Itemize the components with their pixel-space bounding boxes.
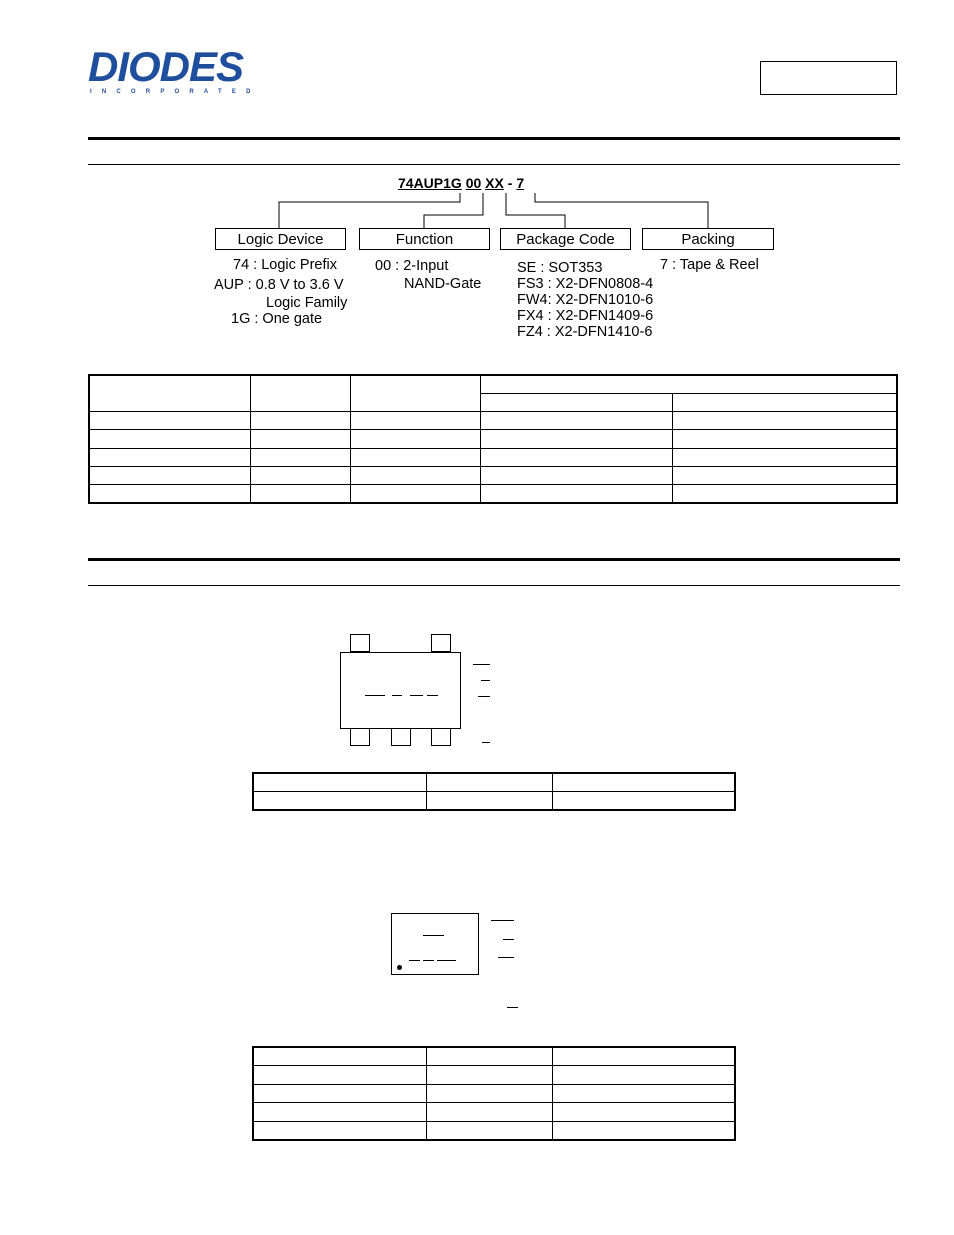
- table-row: [253, 792, 735, 811]
- diodes-logo-subtext: INCORPORATED: [90, 89, 261, 95]
- ordering-table-header-cell: [481, 393, 673, 411]
- table-row: [253, 1084, 735, 1103]
- legend-packing: 7 : Tape & Reel: [660, 257, 759, 273]
- legend-package-fw4: FW4: X2-DFN1010-6: [517, 292, 654, 308]
- ordering-table: [88, 374, 898, 504]
- table-row: [253, 1121, 735, 1140]
- ordering-table-header-cell: [673, 393, 898, 411]
- package-pin: [350, 634, 370, 652]
- sot353-marking-table: [252, 772, 736, 811]
- marking-legend-bar: [498, 957, 514, 958]
- table-row: [89, 430, 897, 448]
- legend-function-1: 00 : 2-Input: [375, 258, 449, 274]
- table-row: [89, 448, 897, 466]
- table-row: [253, 1047, 735, 1066]
- package-body: [340, 652, 461, 729]
- table-row: [253, 773, 735, 792]
- package-pin: [350, 728, 370, 746]
- dfn-marking-diagram: [391, 913, 479, 975]
- marking-bar: [423, 935, 444, 936]
- table-row: [89, 485, 897, 503]
- package-pin: [431, 728, 451, 746]
- legend-package-fz4: FZ4 : X2-DFN1410-6: [517, 324, 653, 340]
- legend-package-fs3: FS3 : X2-DFN0808-4: [517, 276, 654, 292]
- marking-legend-bar: [473, 664, 490, 665]
- package-pin: [391, 728, 411, 746]
- pin1-indicator-dot: [397, 965, 402, 970]
- ordering-table-header-cell: [89, 375, 251, 412]
- part-number-separator: -: [507, 175, 513, 191]
- marking-bar: [365, 695, 385, 696]
- table-row: [253, 1103, 735, 1122]
- ordering-table-header-cell: [251, 375, 351, 412]
- table-row: [253, 1066, 735, 1085]
- category-function: Function: [359, 228, 490, 250]
- category-logic-device: Logic Device: [215, 228, 346, 250]
- marking-bar: [423, 960, 434, 961]
- legend-package-se: SE : SOT353: [517, 260, 603, 276]
- table-row: [89, 412, 897, 430]
- marking-legend-bar: [482, 742, 490, 743]
- marking-legend-bar: [503, 939, 514, 940]
- section-rule-top-2: [88, 558, 900, 561]
- category-package-code: Package Code: [500, 228, 631, 250]
- legend-logic-prefix: 74 : Logic Prefix: [233, 257, 337, 273]
- marking-legend-bar: [507, 1007, 518, 1008]
- legend-one-gate: 1G : One gate: [231, 311, 323, 327]
- part-number-function: 00: [465, 175, 482, 191]
- marking-bar: [409, 960, 420, 961]
- section-rule-bottom-2: [88, 585, 900, 586]
- marking-legend-bar: [491, 920, 514, 921]
- marking-legend-bar: [481, 680, 490, 681]
- marking-bar: [427, 695, 438, 696]
- category-packing: Packing: [642, 228, 774, 250]
- part-number-base: 74AUP1G: [398, 175, 462, 191]
- table-row: [89, 466, 897, 484]
- diodes-logo: DIODES: [88, 43, 244, 90]
- sot353-marking-diagram: [340, 634, 462, 746]
- marking-legend-bar: [478, 696, 490, 697]
- legend-logic-family: AUP : 0.8 V to 3.6 V: [214, 277, 344, 293]
- part-number-packing: 7: [516, 175, 525, 191]
- package-pin: [431, 634, 451, 652]
- dfn-marking-table: [252, 1046, 736, 1141]
- marking-bar: [392, 695, 402, 696]
- legend-package-fx4: FX4 : X2-DFN1409-6: [517, 308, 654, 324]
- part-number-package: XX: [485, 175, 504, 191]
- ordering-table-header-cell: [481, 375, 898, 393]
- ordering-table-header-cell: [351, 375, 481, 412]
- marking-bar: [410, 695, 423, 696]
- legend-logic-family-cont: Logic Family: [266, 295, 348, 311]
- legend-function-2: NAND-Gate: [404, 276, 482, 292]
- marking-bar: [437, 960, 456, 961]
